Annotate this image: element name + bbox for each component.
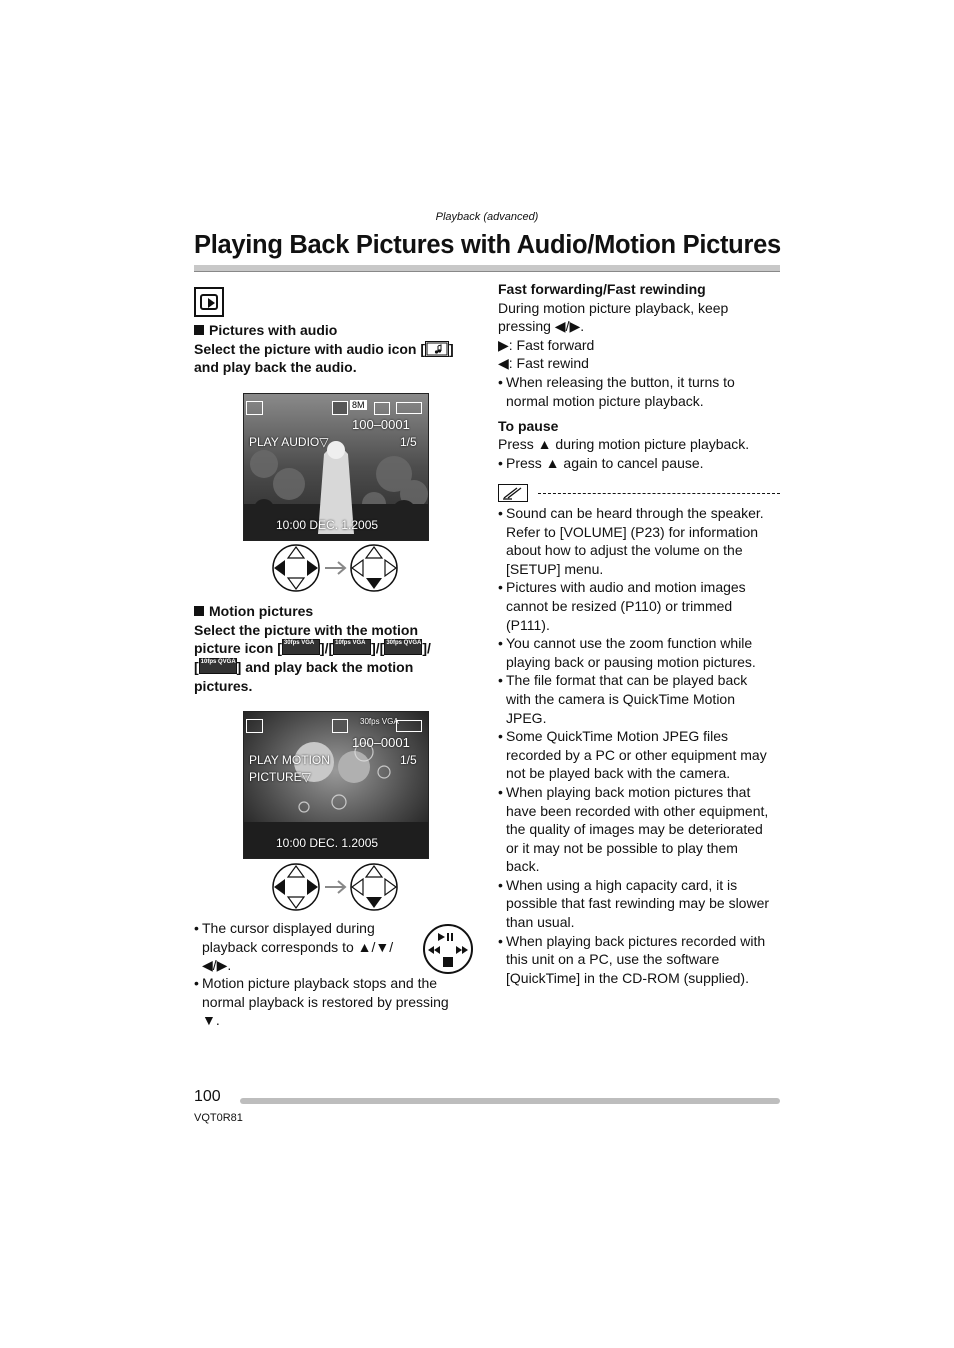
ff-fast-forward: ▶: Fast forward [498, 337, 595, 353]
play-motion-label: PLAY MOTION [249, 753, 330, 767]
motion-instruction: Select the picture with the motion [194, 622, 419, 638]
ff-fast-rewind: ◀: Fast rewind [498, 355, 589, 371]
page-number: 100 [194, 1088, 221, 1105]
audio-heading: Pictures with audio [194, 321, 337, 340]
cursor-diagram-motion [270, 861, 400, 913]
date-stamp: 10:00 DEC. 1.2005 [276, 518, 379, 532]
audio-instruction-2: and play back the audio. [194, 359, 357, 375]
title-rule [194, 265, 780, 272]
picture-count: 1/5 [400, 753, 417, 767]
play-motion-label-2: PICTURE▽ [249, 770, 311, 784]
quality-icon [374, 402, 390, 415]
date-stamp: 10:00 DEC. 1.2005 [276, 836, 379, 850]
note-item: • Some QuickTime Motion JPEG files recorded by a PC or other equipment may not be played back with the camera. [498, 728, 767, 782]
pause-line: Press ▲ during motion picture playback. [498, 436, 750, 452]
play-icon [246, 719, 263, 733]
audio-screen-icon [332, 719, 348, 733]
page-title: Playing Back Pictures with Audio/Motion Pictures [194, 231, 781, 259]
audio-icon [425, 341, 449, 357]
left-bullet-1: • The cursor displayed during playback corresponds to ▲/▼/ ◀/▶. [194, 920, 394, 974]
ff-line-1: During motion picture playback, keep [498, 300, 729, 316]
note-item: • You cannot use the zoom function while playing back or pausing motion pictures. [498, 635, 756, 670]
motion-instruction-4: pictures. [194, 678, 253, 694]
pause-heading: To pause [498, 418, 559, 434]
motion-instruction-2: picture icon [ 30fps VGA ]/[ 10fps VGA ]/[ 30fps QVGA ]/ [194, 640, 431, 656]
left-bullet-2: • Motion picture playback stops and the normal playback is restored by pressing ▼. [194, 975, 449, 1029]
play-audio-label: PLAY AUDIO▽ [249, 435, 329, 449]
pause-bullet: • Press ▲ again to cancel pause. [498, 455, 704, 471]
motion-playback-screen [243, 711, 429, 859]
play-icon [246, 401, 263, 415]
section-label: Playback (advanced) [435, 211, 539, 223]
cursor-button-icon [422, 923, 474, 975]
motion-mode-badge: 30fps VGA [360, 717, 399, 726]
motion-icon-30fps-vga: 30fps VGA [282, 639, 320, 655]
motion-icon-10fps-qvga: 10fps QVGA [199, 658, 237, 674]
picture-count: 1/5 [400, 435, 417, 449]
note-item: • Sound can be heard through the speaker. Refer to [VOLUME] (P23) for information about how to adjust the volume on the [SETUP] menu. [498, 505, 764, 577]
resolution-badge: 8M [352, 400, 365, 410]
note-item: • When playing back pictures recorded with this unit on a PC, use the software [QuickTime] in the CD-ROM (supplied). [498, 932, 766, 986]
notes-list [498, 504, 786, 987]
note-divider [538, 493, 780, 494]
battery-icon [396, 402, 422, 414]
motion-icon-10fps-vga: 10fps VGA [333, 639, 371, 655]
note-icon [498, 484, 528, 502]
ff-bullet: • When releasing the button, it turns to normal motion picture playback. [498, 374, 735, 409]
file-number: 100–0001 [352, 735, 410, 750]
motion-instruction-3: [ 10fps QVGA ] and play back the motion [194, 659, 414, 675]
footer-rule [240, 1098, 780, 1104]
motion-icon-30fps-qvga: 30fps QVGA [384, 639, 422, 655]
motion-heading: Motion pictures [194, 602, 313, 621]
file-number: 100–0001 [352, 417, 410, 432]
cursor-diagram-audio [270, 542, 400, 594]
audio-instruction: Select the picture with audio icon [ ] [194, 341, 454, 357]
audio-playback-screen [243, 393, 429, 541]
audio-screen-icon [332, 401, 348, 415]
note-item: • The file format that can be played back with the camera is QuickTime Motion JPEG. [498, 672, 748, 726]
note-item: • When playing back motion pictures that have been recorded with other equipment, the quality of images may be deteriorated or it may not be possible to play them back. [498, 783, 769, 875]
ff-line-2: pressing ◀/▶. [498, 318, 585, 334]
note-item: • Pictures with audio and motion images cannot be resized (P110) or trimmed (P111). [498, 579, 746, 633]
note-item: • When using a high capacity card, it is possible that fast rewinding may be slower than usual. [498, 876, 770, 931]
battery-icon [396, 720, 422, 732]
playback-mode-icon [194, 287, 224, 317]
document-code: VQT0R81 [194, 1112, 243, 1124]
ff-heading: Fast forwarding/Fast rewinding [498, 281, 706, 297]
